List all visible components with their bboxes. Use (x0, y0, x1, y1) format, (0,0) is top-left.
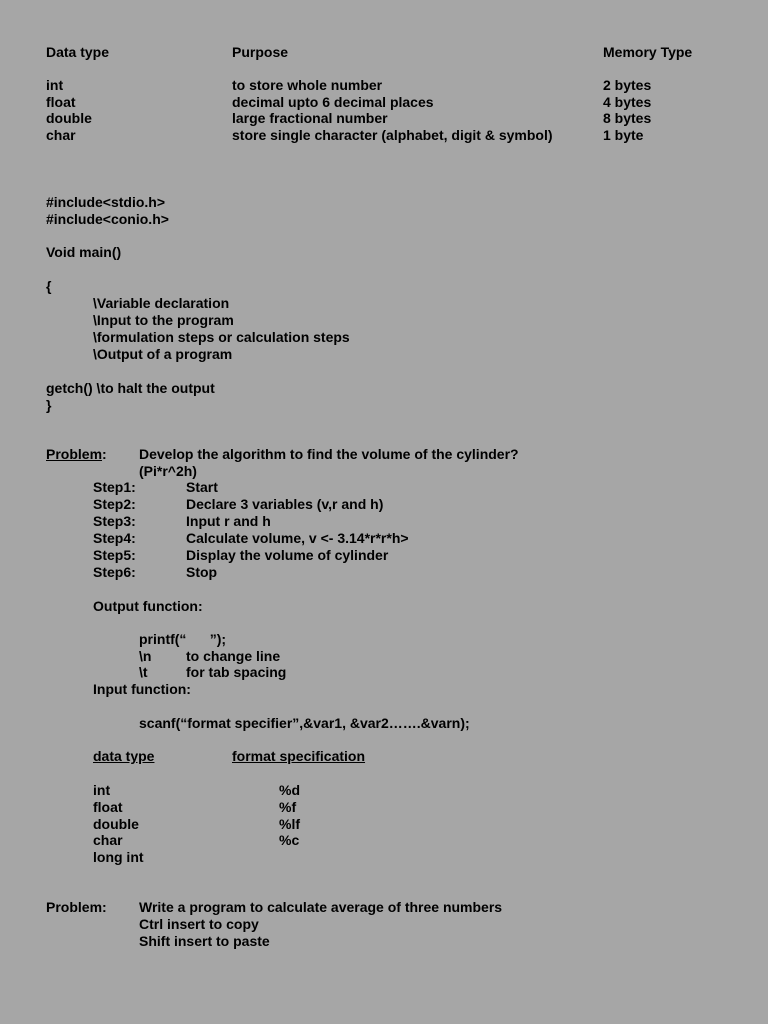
types-row-memory: 1 byte (603, 127, 644, 143)
step-label: Step6: (93, 564, 136, 580)
format-header-datatype: data type (93, 748, 155, 764)
types-row-purpose: decimal upto 6 decimal places (232, 94, 434, 110)
input-function-heading: Input function: (93, 681, 191, 697)
problem1-label (46, 446, 107, 463)
escape-code: \t (139, 664, 148, 680)
step-label: Step3: (93, 513, 136, 529)
format-row-type: double (93, 816, 139, 832)
format-row-spec: %d (279, 782, 300, 798)
code-include-stdio: #include<stdio.h> (46, 194, 166, 210)
code-main: Void main() (46, 244, 122, 260)
step-label: Step5: (93, 547, 136, 563)
step-text: Stop (186, 564, 218, 580)
problem2-line: Ctrl insert to copy (139, 916, 259, 932)
problem1-formula: (Pi*r^2h) (139, 463, 197, 479)
types-row-purpose: store single character (alphabet, digit & symbol) (232, 127, 553, 143)
step-label: Step2: (93, 496, 136, 512)
problem2-line: Shift insert to paste (139, 933, 270, 949)
types-row-type: double (46, 110, 92, 126)
problem1-text: Develop the algorithm to find the volume of the cylinder? (139, 446, 519, 462)
format-row-spec: %lf (279, 816, 300, 832)
types-header-purpose: Purpose (232, 44, 289, 60)
problem2-label: Problem: (46, 899, 107, 915)
code-body-line: \Variable declaration (93, 295, 230, 311)
types-header-memory: Memory Type (603, 44, 693, 60)
format-row-type: float (93, 799, 123, 815)
step-label: Step1: (93, 479, 136, 495)
code-close-brace: } (46, 397, 52, 413)
escape-code: \n (139, 648, 152, 664)
types-row-type: int (46, 77, 64, 93)
escape-desc: for tab spacing (186, 664, 287, 680)
types-row-purpose: to store whole number (232, 77, 383, 93)
step-text: Declare 3 variables (v,r and h) (186, 496, 384, 512)
types-row-type: char (46, 127, 76, 143)
format-row-type: int (93, 782, 111, 798)
step-text: Start (186, 479, 218, 495)
format-row-type: long int (93, 849, 144, 865)
code-body-line: \formulation steps or calculation steps (93, 329, 350, 345)
code-include-conio: #include<conio.h> (46, 211, 169, 227)
code-body-line: \Input to the program (93, 312, 234, 328)
problem1-label-text: Problem (46, 446, 103, 462)
step-text: Input r and h (186, 513, 271, 529)
types-row-memory: 2 bytes (603, 77, 652, 93)
problem2-line: Write a program to calculate average of three numbers (139, 899, 503, 915)
format-header-spec: format specification (232, 748, 366, 764)
step-label: Step4: (93, 530, 136, 546)
types-row-type: float (46, 94, 76, 110)
code-getch: getch() \to halt the output (46, 380, 215, 396)
types-header-datatype: Data type (46, 44, 110, 60)
format-row-spec: %f (279, 799, 297, 815)
problem1-colon: : (102, 446, 107, 462)
escape-desc: to change line (186, 648, 281, 664)
scanf-line: scanf(“format specifier”,&var1, &var2…….&varn); (139, 715, 470, 731)
printf-line: printf(“ ”); (139, 631, 227, 647)
types-row-memory: 4 bytes (603, 94, 652, 110)
output-function-heading: Output function: (93, 598, 203, 614)
types-row-memory: 8 bytes (603, 110, 652, 126)
format-row-spec: %c (279, 832, 300, 848)
step-text: Display the volume of cylinder (186, 547, 389, 563)
step-text: Calculate volume, v <- 3.14*r*r*h> (186, 530, 409, 546)
types-row-purpose: large fractional number (232, 110, 388, 126)
code-open-brace: { (46, 278, 52, 294)
format-row-type: char (93, 832, 123, 848)
code-body-line: \Output of a program (93, 346, 233, 362)
